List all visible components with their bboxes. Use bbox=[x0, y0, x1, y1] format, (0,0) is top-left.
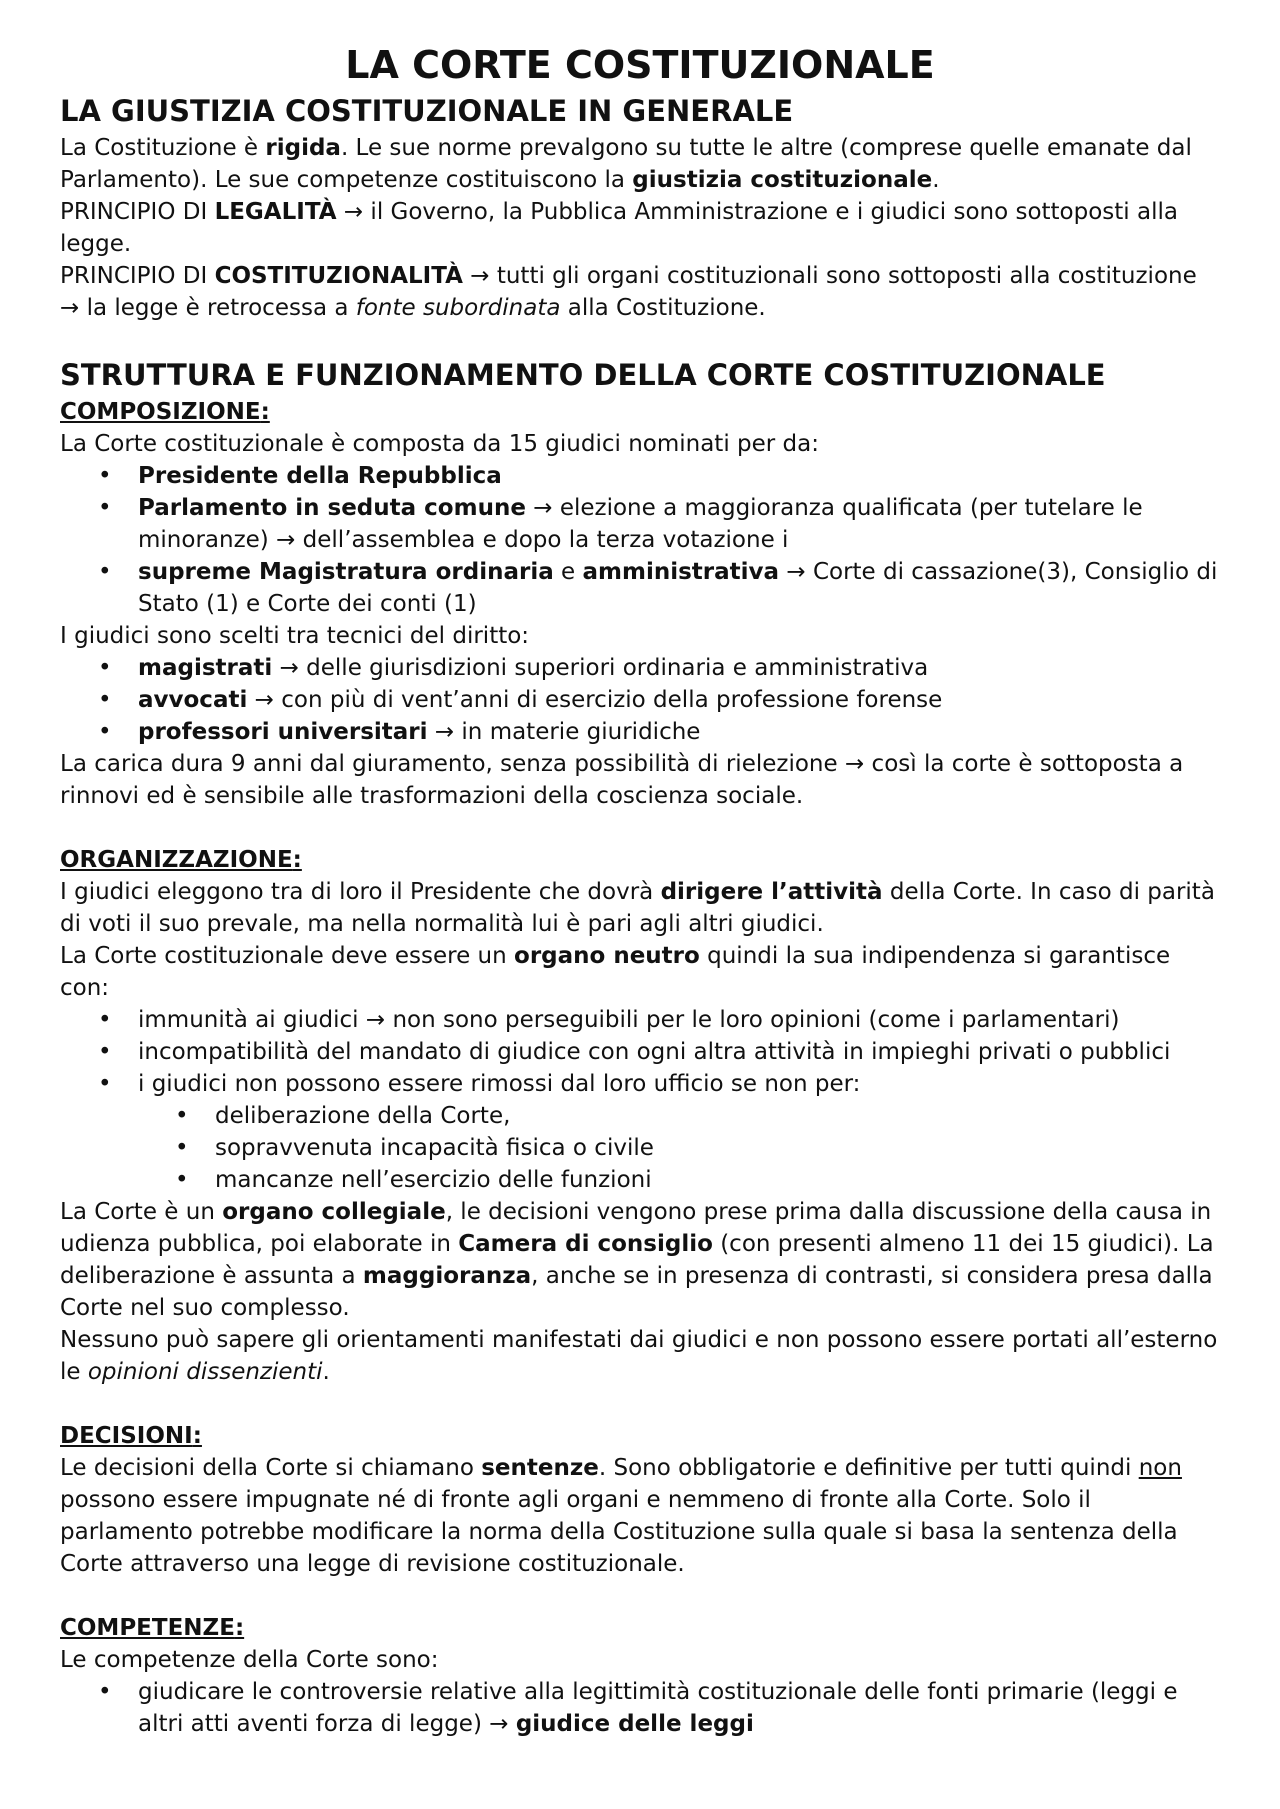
label-text: ORGANIZZAZIONE bbox=[60, 847, 293, 873]
text: PRINCIPIO DI bbox=[60, 263, 215, 289]
label-colon: : bbox=[192, 1423, 202, 1449]
italic-text: opinioni dissenzienti bbox=[87, 1359, 323, 1385]
label-colon: : bbox=[292, 847, 302, 873]
text: PRINCIPIO DI bbox=[60, 199, 215, 225]
text: alla Costituzione. bbox=[560, 295, 766, 321]
garanzie-list bbox=[60, 1004, 1220, 1100]
paragraph-rigida bbox=[60, 132, 1220, 196]
spacer bbox=[60, 1388, 1220, 1420]
bold-text: dirigere l’attività bbox=[660, 879, 883, 905]
spacer bbox=[60, 1580, 1220, 1612]
text: I giudici eleggono tra di loro il Presidente che dovrà bbox=[60, 879, 661, 905]
bold-text: giudice delle leggi bbox=[515, 1711, 754, 1737]
text: La Costituzione è bbox=[60, 135, 266, 161]
decisioni-p1 bbox=[60, 1452, 1220, 1580]
text: possono essere impugnate né di fronte agli organi e nemmeno di fronte alla Corte. Solo il parlamento potrebbe modificare la norma della Costituzione sulla quale si basa la sentenza della Corte attraverso una legge di revisione costituzionale. bbox=[60, 1487, 1178, 1577]
spacer bbox=[60, 812, 1220, 844]
bold-text: avvocati bbox=[138, 687, 248, 713]
rimozione-sublist bbox=[60, 1100, 1220, 1196]
organizzazione-p4 bbox=[60, 1324, 1220, 1388]
text: (con presenti almeno 11 dei 15 giudici). La deliberazione è assunta a bbox=[60, 1231, 1214, 1289]
list-item bbox=[60, 492, 1220, 556]
label-text: COMPOSIZIONE bbox=[60, 399, 261, 425]
text: Nessuno può sapere gli orientamenti manifestati dai giudici e non possono essere portati all’esterno le bbox=[60, 1327, 1218, 1385]
text: → delle giurisdizioni superiori ordinaria e amministrativa bbox=[272, 655, 929, 681]
text: Le decisioni della Corte si chiamano bbox=[60, 1455, 482, 1481]
bold-text: magistrati bbox=[138, 655, 273, 681]
text: . Le sue norme prevalgono su tutte le altre (comprese quelle emanate dal Parlamento). Le sue competenze costituiscono la bbox=[60, 135, 1192, 193]
text: della Corte. In caso di parità di voti il suo prevale, ma nella normalità lui è pari agli altri giudici. bbox=[60, 879, 1215, 937]
label-text: DECISIONI bbox=[60, 1423, 193, 1449]
underlined-text: non bbox=[1138, 1455, 1182, 1481]
list-item bbox=[60, 684, 1220, 716]
list-item bbox=[60, 716, 1220, 748]
composizione-outro: La carica dura 9 anni dal giuramento, senza possibilità di rielezione → così la corte è sottoposta a rinnovi ed è sensibile alle trasformazioni della coscienza sociale. bbox=[60, 751, 1184, 809]
text: → elezione a maggioranza qualificata (per tutelare le minoranze) → dell’assemblea e dopo la terza votazione i bbox=[138, 495, 1143, 553]
italic-text: fonte subordinata bbox=[355, 295, 561, 321]
text: . bbox=[932, 167, 940, 193]
bold-text: COSTITUZIONALITÀ bbox=[214, 263, 463, 289]
organizzazione-p2 bbox=[60, 940, 1220, 1004]
bold-text: maggioranza bbox=[362, 1263, 532, 1289]
text: , le decisioni vengono prese prima dalla discussione della causa in udienza pubblica, poi elaborate in bbox=[60, 1199, 1212, 1257]
label-colon: : bbox=[260, 399, 270, 425]
label-colon: : bbox=[234, 1615, 245, 1641]
composizione-intro-2: I giudici sono scelti tra tecnici del diritto: bbox=[60, 623, 530, 649]
paragraph-legalita bbox=[60, 196, 1220, 260]
text: . bbox=[322, 1359, 330, 1385]
text: → il Governo, la Pubblica Amministrazione e i giudici sono sottoposti alla legge. bbox=[60, 199, 1178, 257]
label-text: COMPETENZE bbox=[60, 1615, 235, 1641]
organizzazione-p1 bbox=[60, 876, 1220, 940]
list-item bbox=[60, 652, 1220, 684]
list-item bbox=[60, 460, 1220, 492]
sub-list-item: • sopravvenuta incapacità fisica o civile bbox=[60, 1132, 1220, 1164]
competenze-intro: Le competenze della Corte sono: bbox=[60, 1647, 439, 1673]
document-title: LA CORTE COSTITUZIONALE bbox=[345, 43, 935, 87]
composizione-list bbox=[60, 460, 1220, 620]
label-composizione bbox=[60, 396, 1220, 428]
bold-text: professori universitari bbox=[138, 719, 428, 745]
organizzazione-p3 bbox=[60, 1196, 1220, 1324]
text: → tutti gli organi costituzionali sono sottoposti alla costituzione → la legge è retrocessa a bbox=[60, 263, 1197, 321]
text: , anche se in presenza di contrasti, si considera presa dalla Corte nel suo complesso. bbox=[60, 1263, 1213, 1321]
bold-text: organo neutro bbox=[514, 943, 700, 969]
text: → Corte di cassazione(3), Consiglio di Stato (1) e Corte dei conti (1) bbox=[138, 559, 1218, 617]
bold-text: LEGALITÀ bbox=[214, 199, 337, 225]
list-item bbox=[60, 556, 1220, 620]
bold-text: amministrativa bbox=[582, 559, 780, 585]
bold-text: organo collegiale bbox=[222, 1199, 446, 1225]
bold-text: Parlamento in seduta comune bbox=[138, 495, 526, 521]
label-decisioni bbox=[60, 1420, 1220, 1452]
bold-text: Camera di consiglio bbox=[458, 1231, 713, 1257]
sub-list-item: • mancanze nell’esercizio delle funzioni bbox=[60, 1164, 1220, 1196]
text: . Sono obbligatorie e definitive per tutti quindi bbox=[598, 1455, 1139, 1481]
paragraph-costituzionalita bbox=[60, 260, 1220, 324]
list-item: • incompatibilità del mandato di giudice con ogni altra attività in impieghi privati o pubblici bbox=[60, 1036, 1220, 1068]
competenze-list bbox=[60, 1676, 1220, 1740]
bold-text: Presidente della Repubblica bbox=[138, 463, 502, 489]
label-organizzazione bbox=[60, 844, 1220, 876]
bold-text: sentenze bbox=[481, 1455, 599, 1481]
text: La Corte costituzionale deve essere un bbox=[60, 943, 515, 969]
list-item: • i giudici non possono essere rimossi dal loro ufficio se non per: bbox=[60, 1068, 1220, 1100]
text: quindi la sua indipendenza si garantisce con: bbox=[60, 943, 1171, 1001]
giudici-list bbox=[60, 652, 1220, 748]
text: e bbox=[553, 559, 583, 585]
list-item bbox=[60, 1676, 1220, 1740]
text: La Corte è un bbox=[60, 1199, 223, 1225]
text: → in materie giuridiche bbox=[427, 719, 701, 745]
bold-text: rigida bbox=[265, 135, 341, 161]
section-heading-giustizia: LA GIUSTIZIA COSTITUZIONALE IN GENERALE bbox=[60, 94, 794, 128]
bold-text: giustizia costituzionale bbox=[632, 167, 933, 193]
label-competenze bbox=[60, 1612, 1220, 1644]
list-item: • immunità ai giudici → non sono perseguibili per le loro opinioni (come i parlamentari) bbox=[60, 1004, 1220, 1036]
sub-list-item: • deliberazione della Corte, bbox=[60, 1100, 1220, 1132]
bold-text: supreme Magistratura ordinaria bbox=[138, 559, 554, 585]
text: giudicare le controversie relative alla legittimità costituzionale delle fonti primarie (leggi e altri atti aventi forza di legge) → bbox=[138, 1679, 1178, 1737]
composizione-intro: La Corte costituzionale è composta da 15 giudici nominati per da: bbox=[60, 431, 819, 457]
text: → con più di vent’anni di esercizio della professione forense bbox=[247, 687, 943, 713]
section-heading-struttura: STRUTTURA E FUNZIONAMENTO DELLA CORTE COSTITUZIONALE bbox=[60, 358, 1106, 392]
